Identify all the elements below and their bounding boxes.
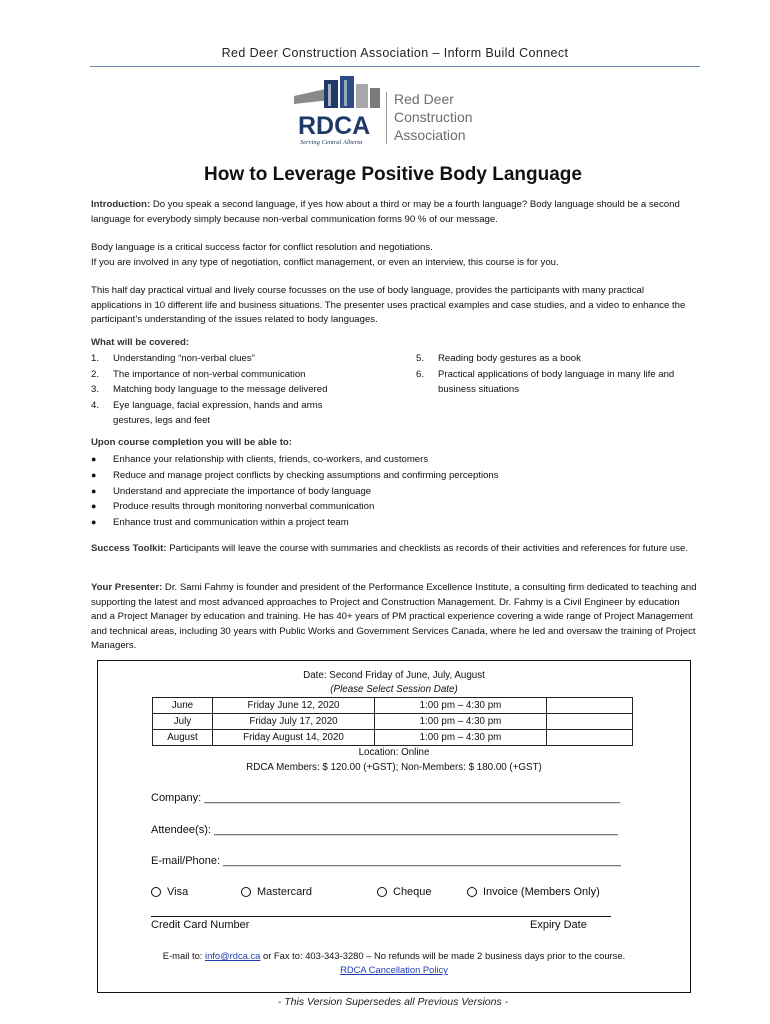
para2-line1: Body language is a critical success factor for conflict resolution and negotiations.: [91, 242, 433, 253]
location-line: Location: Online: [358, 747, 430, 758]
course-title: How to Leverage Positive Body Language: [204, 164, 582, 185]
radio-icon[interactable]: [467, 887, 477, 897]
attendee-label: Attendee(s):: [151, 824, 214, 836]
list-text: Produce results through monitoring nonverbal communication: [113, 501, 375, 513]
toolkit-text: Participants will leave the course with summaries and checklists as records of their activities and references for future use.: [166, 543, 689, 554]
intro-paragraph: [91, 198, 697, 227]
header-divider: [90, 66, 700, 67]
payment-option-cheque[interactable]: [377, 886, 432, 898]
bullet-icon: ●: [91, 485, 97, 496]
session-date-line: Date: Second Friday of June, July, August: [303, 670, 485, 681]
session-month: August: [153, 730, 213, 746]
logo-tagline: Serving Central Alberta: [300, 139, 363, 146]
payment-label: Invoice (Members Only): [483, 886, 600, 898]
list-number: 3.: [91, 384, 100, 395]
completion-heading: Upon course completion you will be able to:: [91, 437, 292, 448]
session-select-cell[interactable]: [547, 714, 633, 730]
logo-name-line-2: Construction: [394, 109, 473, 125]
company-blank[interactable]: ____________________________________________________________________: [204, 792, 621, 804]
session-month: July: [153, 714, 213, 730]
session-time: 1:00 pm – 4:30 pm: [375, 698, 547, 714]
course-description: This half day practical virtual and lively course focusses on the use of body language, provides the participants with many practical applications in 10 different life and business situations. The presenter uses practical examples and case studies, and a video to enhance the participant’s understanding of the issues related to body languages.: [91, 285, 686, 326]
list-item: [416, 367, 701, 398]
select-session-note: (Please Select Session Date): [330, 684, 458, 695]
list-text: Eye language, facial expression, hands and arms gestures, legs and feet: [113, 399, 323, 426]
list-number: 1.: [91, 353, 100, 364]
attendee-blank[interactable]: __________________________________________________________________: [213, 824, 618, 836]
list-item: [416, 351, 701, 367]
table-row[interactable]: [153, 698, 633, 714]
covered-list-left: [91, 351, 356, 429]
body-language-paragraph: [91, 241, 697, 270]
cancellation-policy-link[interactable]: RDCA Cancellation Policy: [340, 964, 448, 975]
completion-list: [91, 452, 691, 531]
list-text: Understanding “non-verbal clues”: [113, 353, 255, 364]
list-item: [91, 499, 691, 515]
company-label: Company:: [151, 792, 205, 804]
table-row[interactable]: [153, 714, 633, 730]
intro-text: Do you speak a second language, if yes how about a third or may be a fourth language? Body language should be a second language for everybody simply because non-verbal communication forms 90 % of our message.: [91, 199, 680, 225]
list-item: [91, 367, 356, 383]
list-item: [91, 515, 691, 531]
list-item: [91, 398, 356, 429]
covered-list-right: [416, 351, 701, 398]
logo-acronym: RDCA: [298, 112, 371, 140]
list-item: [91, 382, 356, 398]
list-item: [91, 484, 691, 500]
bullet-icon: ●: [91, 517, 97, 528]
attendee-field[interactable]: [151, 824, 618, 836]
presenter-paragraph: [91, 581, 697, 654]
list-number: 4.: [91, 399, 100, 411]
footer-note: - This Version Supersedes all Previous Versions -: [277, 996, 509, 1008]
header-tagline: Red Deer Construction Association – Inform Build Connect: [221, 46, 569, 60]
company-field[interactable]: [151, 792, 620, 804]
session-date: Friday July 17, 2020: [213, 714, 375, 730]
payment-option-visa[interactable]: [151, 886, 188, 898]
expiry-date-label: Expiry Date: [530, 919, 587, 931]
table-row[interactable]: [153, 730, 633, 746]
presenter-label: Your Presenter:: [91, 582, 163, 593]
list-item: [91, 468, 691, 484]
logo-divider: [386, 92, 387, 144]
list-text: Reduce and manage project conflicts by checking assumptions and confirming perceptions: [113, 469, 499, 481]
contact-suffix: or Fax to: 403-343-3280 – No refunds will be made 2 business days prior to the course.: [260, 950, 626, 961]
list-text: The importance of non-verbal communication: [113, 368, 306, 380]
list-item: [91, 452, 691, 468]
session-date: Friday June 12, 2020: [213, 698, 375, 714]
radio-icon[interactable]: [151, 887, 161, 897]
radio-icon[interactable]: [241, 887, 251, 897]
payment-option-mastercard[interactable]: [241, 886, 312, 898]
bullet-icon: ●: [91, 454, 97, 464]
cancellation-policy: [97, 964, 691, 975]
list-text: Understand and appreciate the importance of body language: [113, 485, 372, 497]
list-number: 6.: [416, 368, 425, 380]
toolkit-paragraph: [91, 542, 697, 557]
session-select-cell[interactable]: [547, 730, 633, 746]
list-text: Enhance trust and communication within a project team: [113, 517, 349, 529]
list-item: [91, 351, 356, 367]
bullet-icon: ●: [91, 469, 97, 480]
logo-name-line-3: Association: [394, 127, 466, 143]
pricing-line: RDCA Members: $ 120.00 (+GST); Non-Members: $ 180.00 (+GST): [246, 762, 542, 773]
session-select-cell[interactable]: [547, 698, 633, 714]
list-text: Reading body gestures as a book: [438, 353, 581, 364]
bullet-icon: ●: [91, 501, 97, 512]
email-phone-label: E-mail/Phone:: [151, 855, 224, 867]
radio-icon[interactable]: [377, 887, 387, 897]
logo-organization-name: [394, 90, 473, 144]
session-table: [152, 697, 633, 746]
toolkit-label: Success Toolkit:: [91, 543, 167, 554]
session-time: 1:00 pm – 4:30 pm: [375, 714, 547, 730]
list-number: 5.: [416, 353, 425, 364]
payment-option-invoice[interactable]: [467, 886, 600, 898]
email-phone-field[interactable]: [151, 855, 621, 867]
list-text: Enhance your relationship with clients, friends, co-workers, and customers: [113, 454, 429, 465]
contact-line: [97, 950, 691, 961]
payment-label: Mastercard: [257, 886, 313, 898]
list-text: Practical applications of body language in many life and business situations: [438, 368, 675, 395]
session-month: June: [153, 698, 213, 714]
credit-card-label: Credit Card Number: [151, 919, 250, 931]
session-time: 1:00 pm – 4:30 pm: [375, 730, 547, 746]
payment-label: Visa: [167, 886, 189, 898]
list-text: Matching body language to the message delivered: [113, 384, 328, 395]
covered-heading: What will be covered:: [91, 337, 190, 348]
logo-name-line-1: Red Deer: [394, 91, 454, 107]
contact-email-link[interactable]: info@rdca.ca: [205, 950, 261, 961]
contact-prefix: E-mail to:: [162, 950, 205, 961]
para2-line2: If you are involved in any type of negotiation, conflict management, or even an interview, this course is for you.: [91, 256, 559, 268]
email-phone-blank[interactable]: _________________________________________________________________: [223, 855, 621, 867]
intro-label: Introduction:: [91, 199, 151, 210]
payment-label: Cheque: [393, 886, 432, 898]
list-number: 2.: [91, 368, 100, 380]
presenter-text: Dr. Sami Fahmy is founder and president of the Performance Excellence Institute, a consulting firm dedicated to teaching and supporting the latest and most advanced approaches to Project and Construction Management. Dr. Fahmy is a Civil Engineer by education and a Project Manager by education and training. He has 40+ years of PM practical experience covering a wide range of Project Management and technical areas, including 30 years with Public Works and Government Services Canada, where he led and oversaw the training of Project Managers.: [91, 582, 697, 652]
session-date: Friday August 14, 2020: [213, 730, 375, 746]
credit-card-line[interactable]: [151, 916, 611, 917]
